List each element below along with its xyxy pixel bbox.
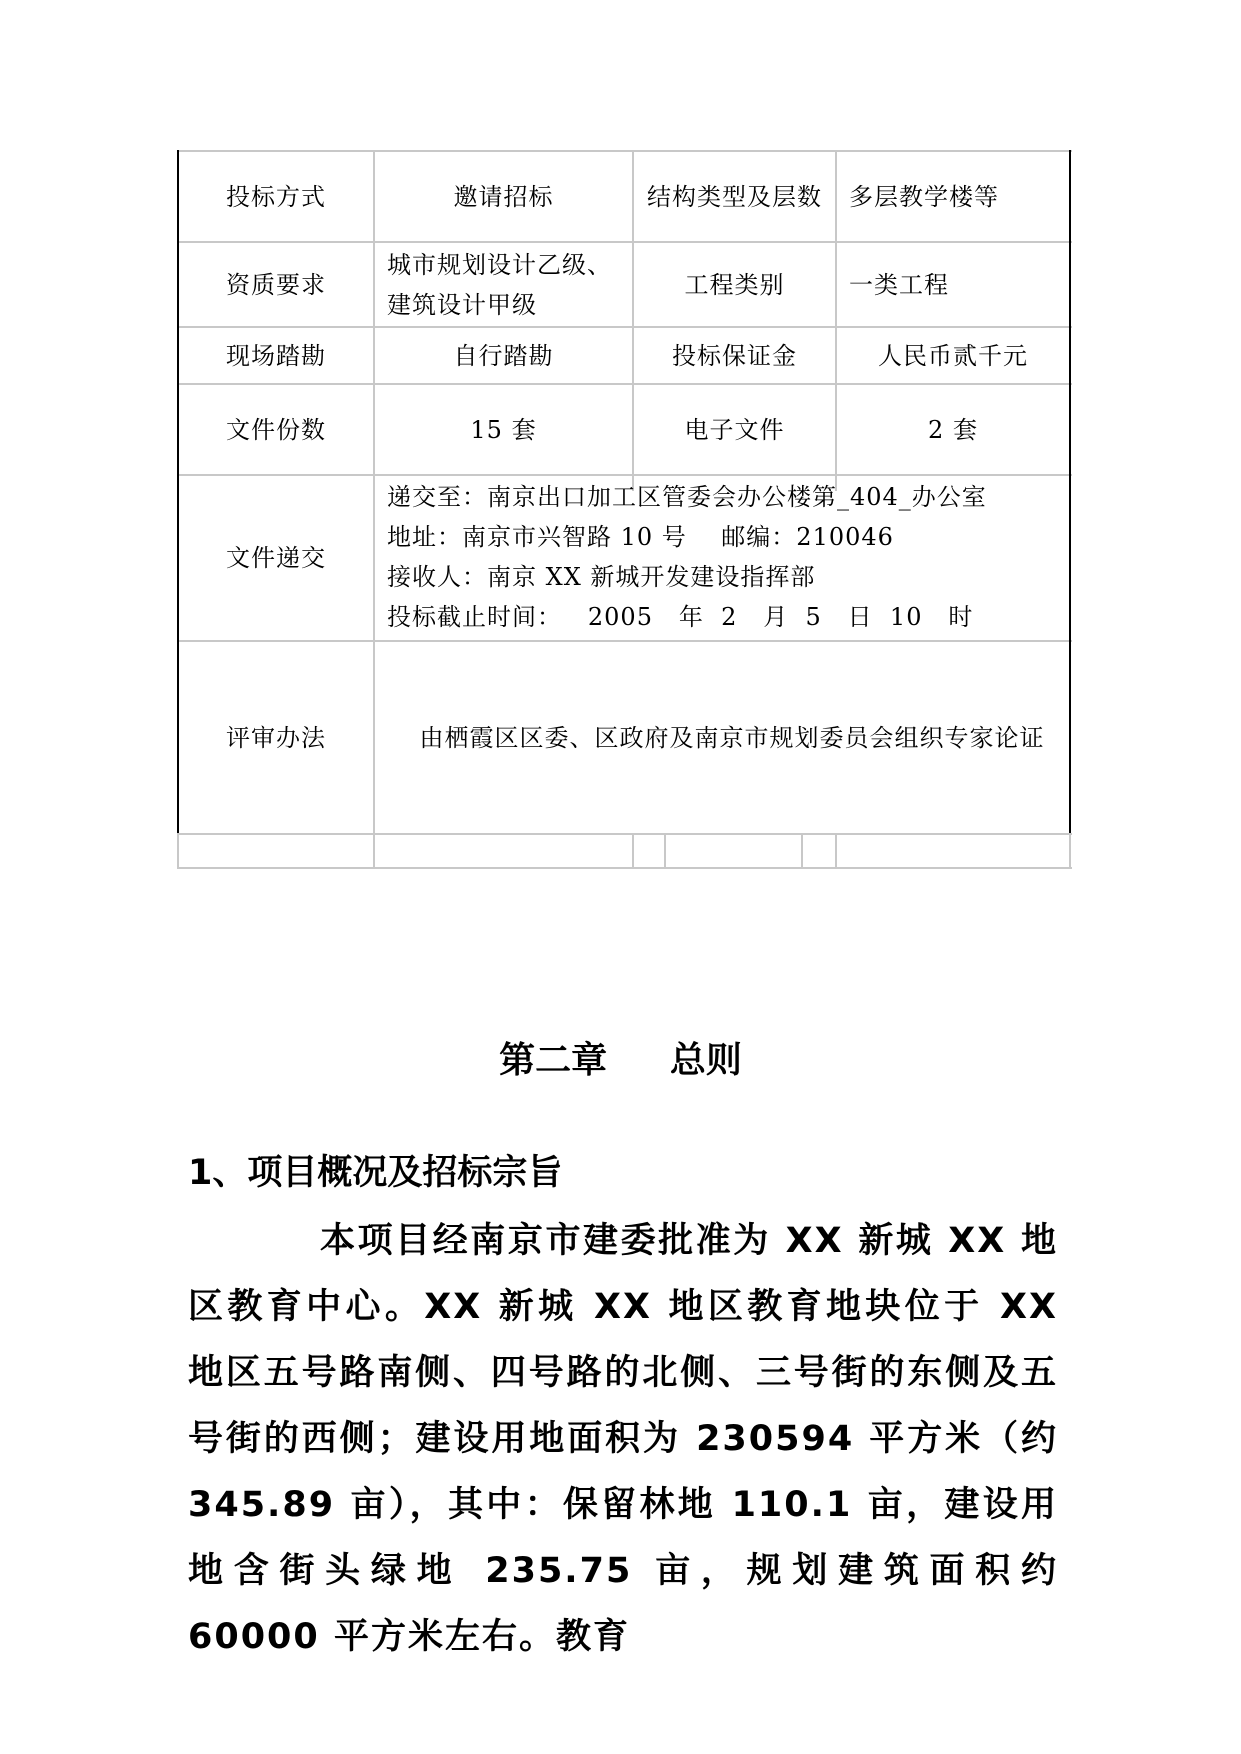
section-title: 1、项目概况及招标宗旨: [188, 1153, 563, 1193]
column-divider: [632, 833, 634, 869]
submission-recipient-line: 接收人：南京 XX 新城开发建设指挥部: [387, 563, 816, 591]
submission-deadline-line: 投标截止时间： 2005 年 2 月 5 日 10 时: [387, 603, 974, 631]
value-project-category: 一类工程: [849, 270, 949, 299]
label-submission: 文件递交: [226, 544, 326, 572]
label-review-method: 评审办法: [226, 723, 326, 752]
column-divider: [664, 833, 666, 869]
submission-postal-line: 地址：南京市兴智路 10 号 邮编：210046: [387, 523, 894, 551]
row-divider: [178, 833, 1072, 835]
value-structure-type: 多层教学楼等: [849, 182, 999, 211]
value-bid-method: 邀请招标: [453, 182, 554, 211]
label-qualification: 资质要求: [226, 270, 326, 299]
value-review-method: 由栖霞区区委、区政府及南京市规划委员会组织专家论证: [419, 723, 1045, 752]
qualification-line: 城市规划设计乙级、: [387, 251, 612, 279]
column-divider: [801, 833, 803, 869]
submission-address-line: 递交至：南京出口加工区管委会办公楼第_404_办公室: [387, 483, 987, 511]
value-copies: 15 套: [470, 415, 537, 444]
chapter-title: 第二章 总则: [499, 1040, 742, 1081]
column-divider: [835, 833, 837, 869]
label-site-survey: 现场踏勘: [226, 341, 326, 370]
table-border-bottom: [178, 867, 1072, 869]
value-bid-bond: 人民币贰千元: [878, 341, 1028, 370]
label-bid-method: 投标方式: [226, 182, 326, 211]
value-site-survey: 自行踏勘: [453, 341, 554, 370]
label-project-category: 工程类别: [684, 270, 785, 299]
table-border-right: [1069, 150, 1071, 834]
label-electronic-files: 电子文件: [684, 415, 785, 444]
value-qualification: [375, 243, 632, 326]
table-border-right-lower: [1069, 833, 1071, 869]
value-electronic-files: 2 套: [928, 415, 978, 444]
label-bid-bond: 投标保证金: [672, 341, 797, 370]
body-paragraph: 本项目经南京市建委批准为 XX 新城 XX 地区教育中心。XX 新城 XX 地区教育地块位于 XX 地区五号路南侧、四号路的北侧、三号街的东侧及五号街的西侧；建设用地面积为 230594 平方米（约 345.89 亩），其中：保留林地 110.1 亩，建设用地含街头绿地 235.75 亩，规划建筑面积约 60000 平方米左右。教育: [188, 1221, 1058, 1657]
table-border-left-lower: [177, 833, 179, 869]
label-structure-type: 结构类型及层数: [647, 182, 822, 211]
label-copies: 文件份数: [226, 415, 326, 444]
value-submission: [375, 476, 1069, 640]
qualification-line: 建筑设计甲级: [387, 291, 537, 319]
